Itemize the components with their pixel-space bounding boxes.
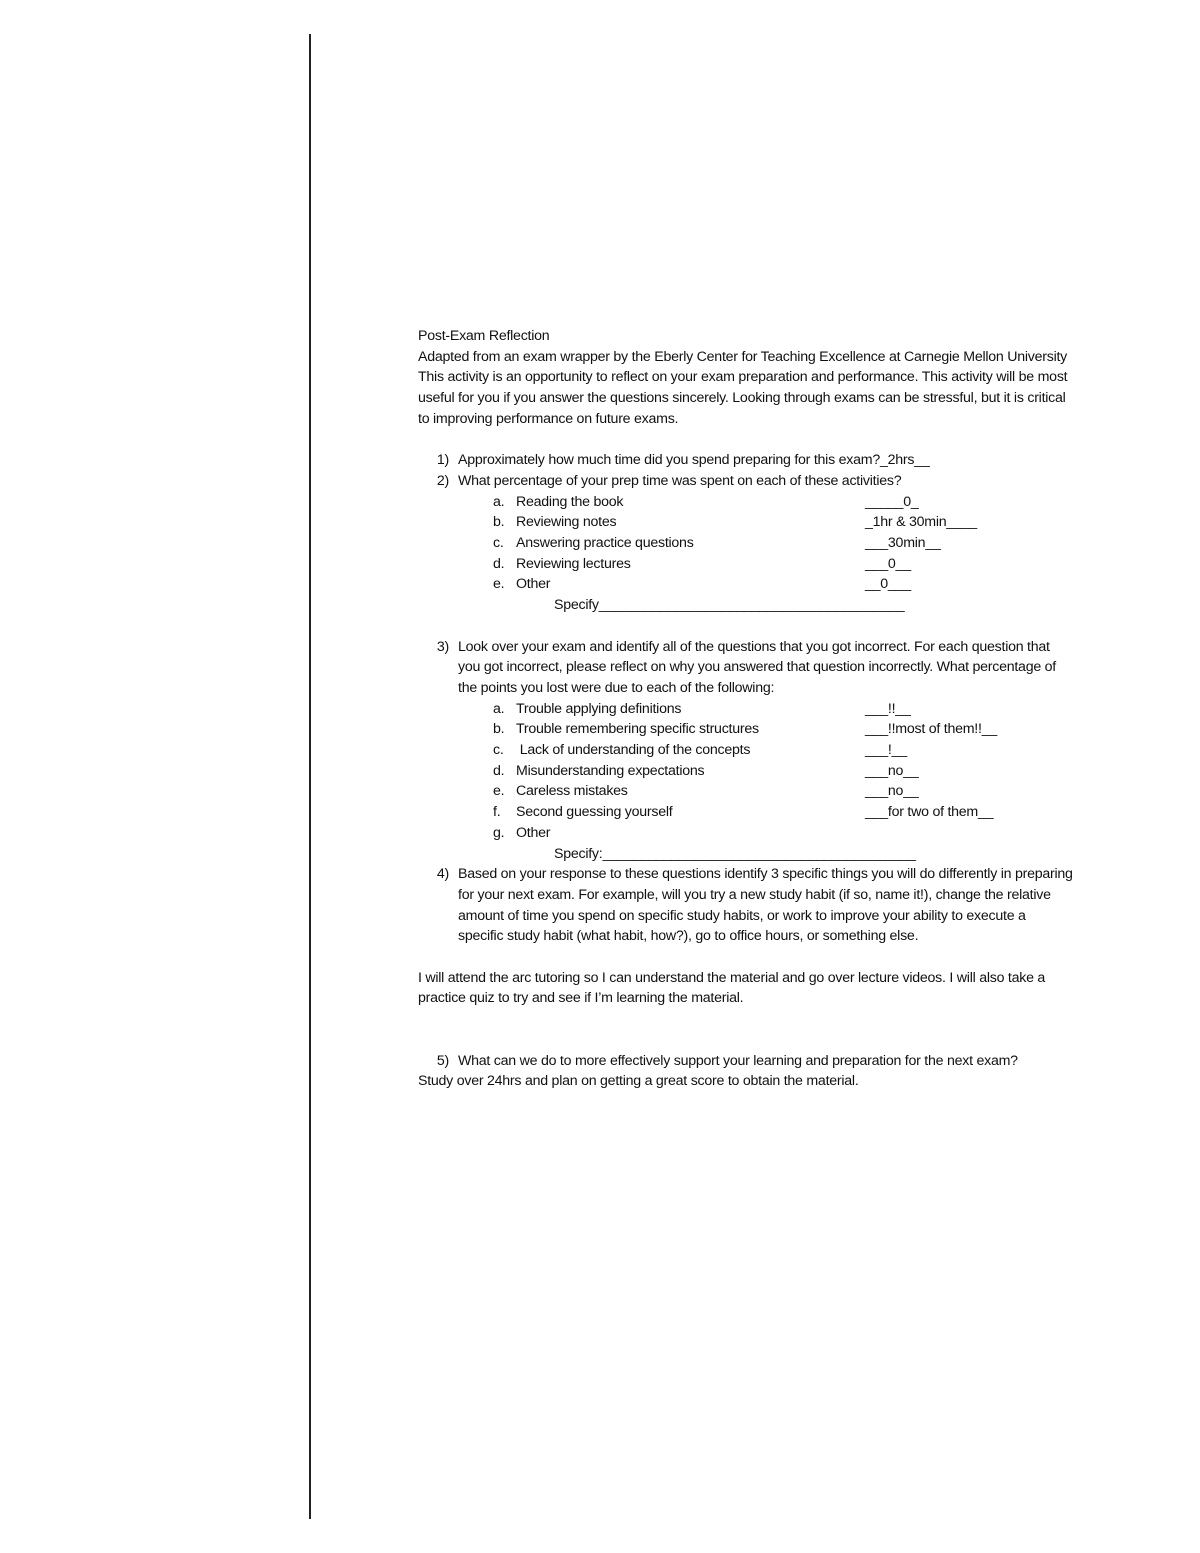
spacer [418,616,1074,637]
item-answer: _____0_ [865,493,919,510]
question-1 [418,450,1074,471]
item-label: Careless mistakes [516,783,628,800]
question-5 [418,1051,1074,1072]
item-letter: d. [493,555,505,572]
attribution-text: Adapted from an exam wrapper by the Eberly Center for Teaching Excellence at Carnegie Mellon University [418,348,1068,365]
question-text: What percentage of your prep time was spent on each of these activities? [458,472,902,489]
item-label: Reviewing notes [516,514,617,531]
item-letter: e. [493,783,505,800]
spacer [418,1009,1074,1030]
intro-paragraph: This activity is an opportunity to reflect on your exam preparation and performance. This activity will be most useful for you if you answer the questions sincerely. Looking through exams can be stressful, but it is critical to improving performance on future exams. [418,369,1068,427]
spacer [418,947,1074,968]
item-answer: ___!!most of them!!__ [865,721,997,738]
q5-response: Study over 24hrs and plan on getting a great score to obtain the material. [418,1073,859,1090]
item-label: Lack of understanding of the concepts [516,742,751,759]
question-2 [418,471,1074,492]
item-label: Misunderstanding expectations [516,762,705,779]
question-4 [418,864,1074,947]
item-label: Answering practice questions [516,535,694,552]
q4-response: I will attend the arc tutoring so I can understand the material and go over lecture videos. I will also take a practice quiz to try and see if I’m learning the material. [418,969,1046,1007]
item-label: Trouble applying definitions [516,700,682,717]
q3-item-structures [418,719,1074,740]
item-answer: ___0__ [865,555,911,572]
item-letter: b. [493,721,505,738]
q2-item-practice [418,533,1074,554]
q3-item-definitions [418,699,1074,720]
item-answer: ___!__ [865,742,907,759]
item-answer: ___for two of them__ [865,804,994,821]
item-letter: d. [493,762,505,779]
question-number: 5) [436,1052,449,1069]
item-answer: ___30min__ [865,535,941,552]
q2-item-reading [418,492,1074,513]
q2-item-notes [418,512,1074,533]
q2-specify-line: Specify________________________________________ [554,597,905,614]
question-text: Based on your response to these questions identify 3 specific things you will do differently in preparing for your next exam. For example, will you try a new study habit (if so, name it!), change the relative amount of time you spend on specific study habits, or work to improve your ability to execute a specific study habit (what habit, how?), go to office hours, or something else. [458,866,1073,945]
item-answer: ___no__ [865,783,919,800]
item-answer: ___no__ [865,762,919,779]
item-label: Reviewing lectures [516,555,631,572]
q3-item-second-guessing [418,802,1074,823]
q2-item-other [418,574,1074,595]
document-title: Post-Exam Reflection [418,328,550,344]
item-letter: b. [493,514,505,531]
question-3 [418,637,1074,699]
q3-specify-line: Specify:_________________________________________ [554,845,916,862]
question-number: 2) [436,472,449,489]
item-letter: a. [493,700,505,717]
item-label: Other [516,824,551,841]
item-answer: ___!!__ [865,700,911,717]
item-letter: f. [493,804,501,821]
q3-item-other [418,823,1074,844]
page-margin-line [309,34,311,1519]
question-text: Approximately how much time did you spend preparing for this exam?_2hrs__ [458,452,930,469]
item-letter: a. [493,493,505,510]
item-letter: c. [493,742,504,759]
q2-item-lectures [418,554,1074,575]
item-label: Reading the book [516,493,624,510]
item-answer: __0___ [865,576,911,593]
q3-item-expectations [418,761,1074,782]
item-answer [865,823,1074,844]
document-body [418,326,1074,1092]
question-number: 4) [436,866,449,883]
spacer [418,430,1074,451]
q3-item-concepts [418,740,1074,761]
item-label: Trouble remembering specific structures [516,721,759,738]
item-letter: c. [493,535,504,552]
item-letter: e. [493,576,505,593]
item-letter: g. [493,824,505,841]
item-label: Second guessing yourself [516,804,673,821]
question-number: 3) [436,638,449,655]
question-number: 1) [436,452,449,469]
spacer [418,1030,1074,1051]
question-text: What can we do to more effectively support your learning and preparation for the next exam? [458,1052,1018,1069]
q3-item-careless [418,781,1074,802]
item-answer: _1hr & 30min____ [865,514,977,531]
question-text: Look over your exam and identify all of the questions that you got incorrect. For each question that you got incorrect, please reflect on why you answered that question incorrectly. What percentage of the points you lost were due to each of the following: [458,638,1056,696]
item-label: Other [516,576,551,593]
